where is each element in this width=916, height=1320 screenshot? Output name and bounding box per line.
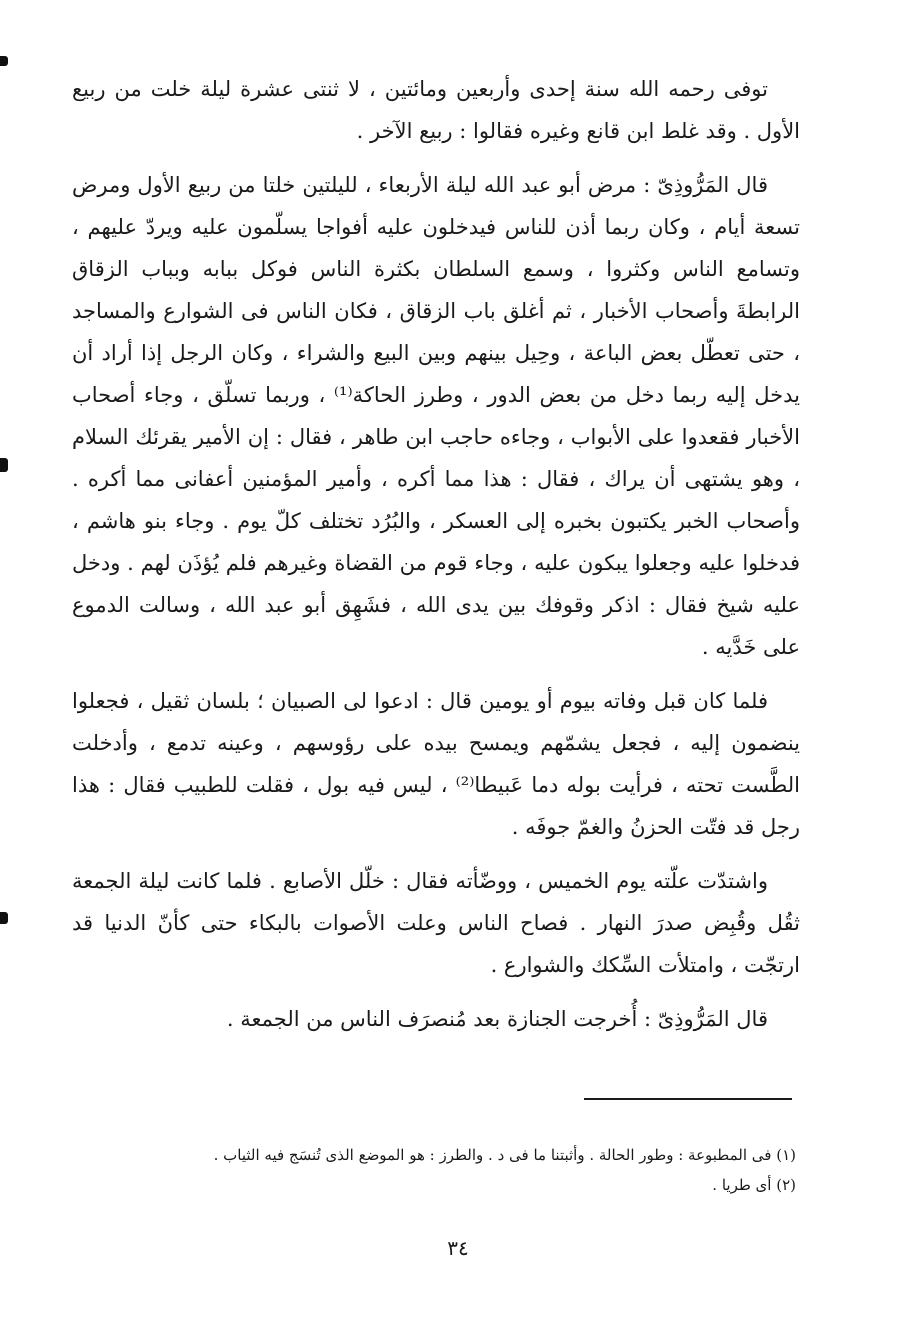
paragraph: واشتدّت علّته يوم الخميس ، ووضّأته فقال : خلّل الأصابع . فلما كانت ليلة الجمعة ثقُل وقُبِض صدرَ النهار . فصاح الناس وعلت الأصوات بالبكاء حتى كأنّ الدنيا قد ارتجّت ، وامتلأت السِّكك والشوارع .	[72, 869, 800, 977]
footnote: (٢) أى طريا .	[712, 1176, 796, 1194]
paragraph: قال المَرُّوذِىّ : أُخرجت الجنازة بعد مُنصرَف الناس من الجمعة .	[226, 1007, 768, 1031]
footnote: (١) فى المطبوعة : وطور الحالة . وأثبتنا ما فى د . والطرز : هو الموضع الذى تُنسَج فيه الثياب .	[213, 1146, 796, 1164]
main-text	[72, 68, 800, 1052]
page-number: ٣٤	[447, 1236, 469, 1260]
footnote-separator	[584, 1098, 792, 1100]
left-edge-mark	[0, 458, 8, 472]
left-edge-mark	[0, 912, 8, 924]
left-edge-mark	[0, 56, 8, 66]
footnotes	[120, 1140, 796, 1200]
paragraph: فلما كان قبل وفاته بيوم أو يومين قال : ادعوا لى الصبيان ؛ بلسان ثقيل ، فجعلوا ينضمون إليه ، فجعل يشمّهم ويمسح بيده على رؤوسهم ، وعينه تدمع ، وأدخلت الطَّست تحته ، فرأيت بوله دما عَبيطا⁽²⁾ ، ليس فيه بول ، فقلت للطبيب فقال : هذا رجل قد فتّت الحزنُ والغمّ جوفَه .	[72, 689, 800, 839]
paragraph: قال المَرُّوذِىّ : مرض أبو عبد الله ليلة الأربعاء ، لليلتين خلتا من ربيع الأول ومرض تسعة أيام ، وكان ربما أذن للناس فيدخلون عليه أفواجا يسلّمون عليه ويردّ عليهم ، وتسامع الناس وكثروا ، وسمع السلطان بكثرة الناس فوكل ببابه وبباب الزقاق الرابطةَ وأصحاب الأخبار ، ثم أغلق باب الزقاق ، فكان الناس فى الشوارع والمساجد ، حتى تعطّل بعض الباعة ، وحِيل بينهم وبين البيع والشراء ، وكان الرجل إذا أراد أن يدخل إليه ربما دخل من بعض الدور ، وطرز الحاكة⁽¹⁾ ، وربما تسلّق ، وجاء أصحاب الأخبار فقعدوا على الأبواب ، وجاءه حاجب ابن طاهر ، فقال : إن الأمير يقرئك السلام ، وهو يشتهى أن يراك ، فقال : هذا مما أكره ، وأمير المؤمنين أعفانى مما أكره . وأصحاب الخبر يكتبون بخبره إلى العسكر ، والبُرُد تختلف كلّ يوم . وجاء بنو هاشم ، فدخلوا عليه وجعلوا يبكون عليه ، وجاء قوم من القضاة وغيرهم فلم يُؤذَن لهم . ودخل عليه شيخ فقال : اذكر وقوفك بين يدى الله ، فشَهِق أبو عبد الله ، وسالت الدموع على خَدَّيه .	[72, 173, 800, 659]
paragraph: توفى رحمه الله سنة إحدى وأربعين ومائتين ، لا ثنتى عشرة ليلة خلت من ربيع الأول . وقد غلط ابن قانع وغيره فقالوا : ربيع الآخر .	[72, 77, 800, 143]
